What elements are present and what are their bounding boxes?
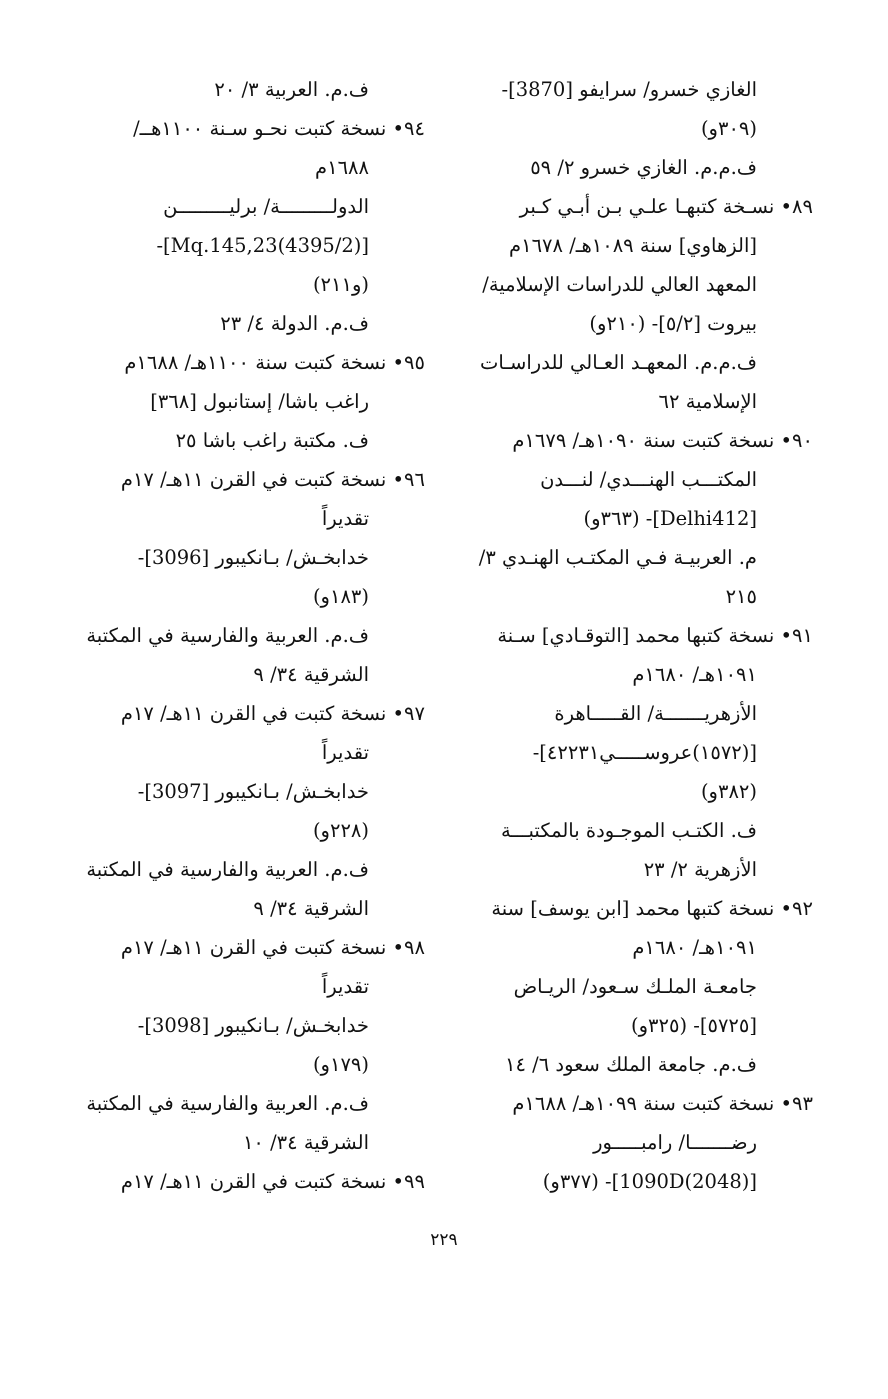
- entry-heading-line: ٩١• نسخة كتبها محمد [التوقـادي] سـنة: [497, 624, 813, 647]
- entry-heading-line: ٩٩• نسخة كتبت في القرن ١١هـ/ ١٧م: [120, 1170, 425, 1193]
- text-line: المكتـــب الهنـــدي/ لنـــدن: [540, 468, 757, 491]
- text-line: راغب باشا/ إستانبول [٣٦٨]: [150, 390, 369, 413]
- text-line: ف.م.م. المعهـد العـالي للدراسـات: [480, 351, 757, 374]
- text-line: ١٠٩١هـ/ ١٦٨٠م: [632, 663, 757, 686]
- text-line: (و٢١١): [312, 273, 369, 296]
- text-line: [٥٧٢٥]- (٣٢٥و): [631, 1014, 757, 1037]
- left-text-column: [80, 70, 425, 1201]
- entry-heading-line: ٩٦• نسخة كتبت في القرن ١١هـ/ ١٧م: [120, 468, 425, 491]
- text-line: ف. الكتـب الموجـودة بالمكتبـــة: [500, 819, 757, 842]
- text-line: بيروت [٥/٢]- (٢١٠و): [589, 312, 757, 335]
- entry-heading-line: ٩٠• نسخة كتبت سنة ١٠٩٠هـ/ ١٦٧٩م: [512, 429, 813, 452]
- text-line: المعهد العالي للدراسات الإسلامية/: [482, 273, 757, 296]
- text-line: الشرقية ٣٤/ ٩: [253, 663, 369, 686]
- text-line: [(١٥٧٢)عروســـــي٤٢٢٣١]-: [532, 741, 757, 764]
- text-line: ف.م. العربية والفارسية في المكتبة: [86, 624, 369, 647]
- text-line: الغازي خسرو/ سرايفو [3870]-: [501, 78, 757, 101]
- text-line: ف.م.م. الغازي خسرو ٢/ ٥٩: [530, 156, 757, 179]
- text-line: [الزهاوي] سنة ١٠٨٩هـ/ ١٦٧٨م: [509, 234, 757, 257]
- text-line: رضـــــــا/ رامبـــــور: [593, 1131, 757, 1154]
- text-line: الإسلامية ٦٢: [658, 390, 757, 413]
- text-line: الشرقية ٣٤/ ١٠: [242, 1131, 369, 1154]
- text-line: الأزهرية ٢/ ٢٣: [643, 858, 757, 881]
- text-line: تقديراً: [321, 741, 369, 764]
- entry-heading-line: ٩٤• نسخة كتبت نحـو سـنة ١١٠٠هــ/: [133, 117, 425, 140]
- text-line: (١٨٣و): [312, 585, 369, 608]
- text-line: الدولـــــــــة/ برليـــــــــن: [163, 195, 369, 218]
- text-line: ف.م. العربية والفارسية في المكتبة: [86, 1092, 369, 1115]
- text-line: خدابخـش/ بـانكيبور [3097]-: [137, 780, 369, 803]
- text-line: الأزهريـــــــة/ القـــــاهرة: [554, 702, 757, 725]
- text-line: (٣٨٢و): [700, 780, 757, 803]
- entry-heading-line: ٩٨• نسخة كتبت في القرن ١١هـ/ ١٧م: [120, 936, 425, 959]
- text-line: ٢١٥: [725, 585, 757, 608]
- text-line: (٣٠٩و): [700, 117, 757, 140]
- text-line: [(4395/2)Mq.145,23]-: [156, 234, 369, 257]
- text-line: ف.م. العربية والفارسية في المكتبة: [86, 858, 369, 881]
- entry-heading-line: ٩٧• نسخة كتبت في القرن ١١هـ/ ١٧م: [120, 702, 425, 725]
- entry-heading-line: ٩٥• نسخة كتبت سنة ١١٠٠هـ/ ١٦٨٨م: [124, 351, 425, 374]
- text-line: ١٦٨٨م: [315, 156, 369, 179]
- entry-heading-line: ٩٢• نسخة كتبها محمد [ابن يوسف] سنة: [491, 897, 813, 920]
- entry-heading-line: ٩٣• نسخة كتبت سنة ١٠٩٩هـ/ ١٦٨٨م: [512, 1092, 813, 1115]
- text-line: (٢٢٨و): [312, 819, 369, 842]
- right-text-column: [468, 70, 813, 1201]
- text-line: ١٠٩١هـ/ ١٦٨٠م: [632, 936, 757, 959]
- entry-heading-line: ٨٩• نسـخة كتبهـا علـي بـن أبـي كـبر: [519, 195, 813, 218]
- text-line: جامعـة الملـك سـعود/ الريـاض: [513, 975, 757, 998]
- text-line: خدابخـش/ بـانكيبور [3096]-: [137, 546, 369, 569]
- text-line: تقديراً: [321, 507, 369, 530]
- text-line: خدابخـش/ بـانكيبور [3098]-: [137, 1014, 369, 1037]
- text-line: ف.م. جامعة الملك سعود ٦/ ١٤: [504, 1053, 757, 1076]
- text-line: تقديراً: [321, 975, 369, 998]
- text-line: [Delhi412]- (٣٦٣و): [583, 507, 757, 530]
- text-line: (١٧٩و): [312, 1053, 369, 1076]
- text-line: الشرقية ٣٤/ ٩: [253, 897, 369, 920]
- text-line: [(2048)1090D]- (٣٧٧و): [542, 1170, 757, 1193]
- text-line: ف. مكتبة راغب باشا ٢٥: [175, 429, 369, 452]
- text-line: ف.م. العربية ٣/ ٢٠: [214, 78, 369, 101]
- text-line: م. العربيـة فـي المكتـب الهنـدي ٣/: [478, 546, 757, 569]
- page-number: ٢٢٩: [430, 1230, 458, 1250]
- text-line: ف.م. الدولة ٤/ ٢٣: [220, 312, 369, 335]
